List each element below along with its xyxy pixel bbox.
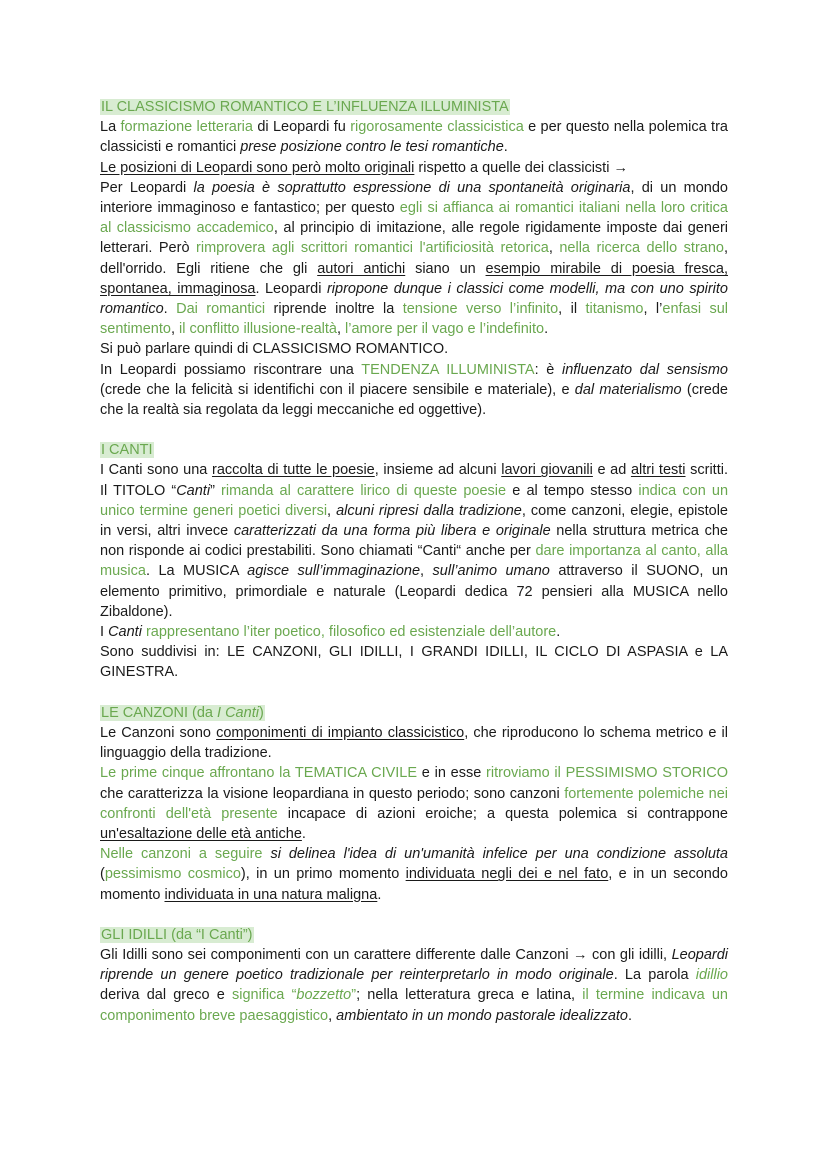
- italic-text: sull’animo umano: [432, 563, 550, 580]
- green-text: rimanda al carattere lirico di queste poesie: [221, 482, 507, 499]
- green-italic-text: bozzetto: [296, 987, 352, 1004]
- italic-text: Canti: [176, 482, 211, 499]
- text-run: Per Leopardi: [100, 179, 194, 196]
- text-run: In Leopardi possiamo riscontrare una: [100, 361, 362, 378]
- text-run: , come canzoni, elegie, epistole in versi, altri invece: [100, 502, 728, 540]
- italic-text: influenzato dal sensismo: [561, 361, 729, 378]
- section-i-canti: [100, 440, 728, 682]
- underlined-text: Le posizioni di Leopardi sono però molto originali: [100, 159, 415, 176]
- green-text: titanismo: [585, 301, 644, 318]
- section-classicismo-romantico: [100, 97, 728, 420]
- text-run: , al principio di imitazione, alle regole rigidamente imposte dai generi letterari. Però: [100, 220, 728, 257]
- document-page: [100, 97, 728, 1026]
- italic-text: ripropone dunque i classici come modelli, ma con uno spirito romantico: [100, 280, 728, 318]
- underlined-text: individuata in una natura maligna: [164, 886, 378, 903]
- paragraph: [100, 622, 728, 642]
- text-run: Sono suddivisi in: LE CANZONI, GLI IDILLI, I GRANDI IDILLI, IL CICLO DI ASPASIA e LA GINESTRA.: [100, 644, 728, 681]
- text-run: .: [301, 825, 306, 842]
- paragraph: [100, 117, 728, 157]
- text-run: deriva dal greco e: [100, 987, 232, 1004]
- text-run: (crede che la felicità si identifichi con il piacere sensibile e materiale), e: [100, 381, 575, 398]
- green-text: l’amore per il vago e l’indefinito: [345, 321, 545, 338]
- green-text: indica con un unico termine generi poetici diversi: [100, 482, 729, 519]
- underlined-text: componimenti di impianto classicistico: [216, 724, 465, 741]
- text-run: I: [100, 624, 109, 641]
- text-run: .: [556, 624, 561, 641]
- text-run: ,: [336, 321, 346, 338]
- section-gli-idilli: [100, 925, 728, 1026]
- paragraph: [100, 339, 728, 359]
- underlined-text: autori antichi: [317, 260, 406, 277]
- paragraph: [100, 844, 728, 905]
- text-run: .: [627, 1007, 633, 1024]
- paragraph: [100, 945, 728, 1026]
- text-run: .: [163, 301, 177, 318]
- section-heading: I CANTI: [101, 442, 153, 459]
- text-run: scritti. Il TITOLO “: [100, 462, 728, 499]
- paragraph: [100, 178, 728, 340]
- green-text: rigorosamente classicistica: [350, 119, 524, 136]
- section-heading: [100, 705, 265, 721]
- text-run: nella struttura metrica che non risponde ai codici prestabiliti. Sono chiamati “Canti“ anche per: [100, 523, 728, 560]
- text-run: rispetto a quelle dei classicisti →: [414, 159, 628, 176]
- green-text: ritroviamo il PESSIMISMO STORICO: [486, 765, 729, 782]
- underlined-text: altri testi: [630, 462, 686, 479]
- text-run: . Leopardi: [255, 280, 327, 297]
- green-text: il conflitto illusione-realtà: [179, 321, 337, 338]
- green-text: significa “: [231, 987, 297, 1004]
- green-text: TENDENZA ILLUMINISTA: [361, 361, 535, 378]
- green-text: tensione verso l’infinito: [402, 301, 559, 318]
- text-run: ,: [328, 1007, 337, 1024]
- section-le-canzoni: [100, 703, 728, 905]
- paragraph: [100, 763, 728, 844]
- text-run: ,: [170, 321, 179, 338]
- text-run: . La parola: [613, 967, 696, 984]
- text-run: , l’: [643, 301, 663, 318]
- text-run: . La MUSICA: [145, 563, 248, 580]
- paragraph: [100, 460, 728, 622]
- heading-italic-text: I Canti: [217, 704, 259, 721]
- italic-text: agisce sull’immaginazione: [247, 563, 421, 580]
- section-heading: GLI IDILLI (da “I Canti”): [101, 926, 253, 943]
- heading-text: LE CANZONI (da: [101, 704, 218, 721]
- section-heading: IL CLASSICISMO ROMANTICO E L’INFLUENZA ILLUMINISTA: [101, 99, 509, 115]
- underlined-text: lavori giovanili: [501, 462, 593, 479]
- text-run: (crede che la realtà sia regolata da leggi meccaniche ed oggettive).: [100, 381, 728, 419]
- text-run: incapace di azioni eroiche; a questa polemica si contrappone: [277, 805, 728, 822]
- text-run: che caratterizza la visione leopardiana in questo periodo; sono canzoni: [100, 785, 565, 802]
- green-text: ”: [351, 987, 357, 1004]
- italic-text: Leopardi riprende un genere poetico tradizionale per reinterpretarlo in modo originale: [100, 946, 728, 984]
- text-run: di Leopardi fu: [252, 119, 351, 136]
- text-run: Le Canzoni sono: [100, 724, 217, 741]
- text-run: : è: [534, 361, 562, 378]
- text-run: , dell'orrido. Egli ritiene che gli: [100, 240, 728, 277]
- green-text: formazione letteraria: [120, 119, 253, 136]
- text-run: I Canti sono una: [100, 462, 212, 479]
- paragraph: [100, 158, 728, 178]
- text-run: ,: [420, 563, 433, 580]
- italic-text: prese posizione contro le tesi romantiche: [240, 139, 504, 156]
- underlined-text: individuata negli dei e nel fato: [405, 866, 609, 883]
- paragraph: [100, 723, 728, 763]
- text-run: ; nella letteratura greca e latina,: [356, 987, 583, 1004]
- green-text: rimprovera agli scrittori romantici l'artificiosità retorica: [196, 240, 549, 257]
- underlined-text: esempio mirabile di poesia fresca, spontanea, immaginosa: [100, 260, 729, 297]
- text-run: , che riproducono lo schema metrico e il linguaggio della tradizione.: [100, 724, 728, 762]
- text-run: attraverso il SUONO, un elemento primitivo, primordiale e naturale (Leopardi dedica 72 pensieri alla MUSICA nello Zibaldone).: [100, 563, 729, 620]
- text-run: , e in un secondo momento: [100, 866, 728, 903]
- text-run: , di un mondo interiore immaginoso e fantastico; per questo: [100, 179, 728, 217]
- text-run: Si può parlare quindi di CLASSICISMO ROMANTICO.: [100, 341, 449, 358]
- green-text: dare importanza al canto, alla musica: [100, 543, 728, 580]
- text-run: Gli Idilli sono sei componimenti con un carattere differente dalle Canzoni → con gli idilli,: [100, 946, 672, 963]
- paragraph: [100, 642, 728, 682]
- paragraph: [100, 360, 728, 421]
- text-run: e per questo nella polemica tra classicisti e romantici: [100, 119, 728, 156]
- italic-text: la poesia è soprattutto espressione di una spontaneità originaria: [193, 179, 631, 196]
- green-text: nella ricerca dello strano: [559, 240, 724, 257]
- italic-text: si delinea l'idea di un'umanità infelice per una condizione assoluta: [270, 846, 728, 863]
- green-text: pessimismo cosmico: [104, 866, 241, 883]
- text-run: ”: [210, 482, 222, 499]
- text-run: e al tempo stesso: [506, 482, 639, 499]
- green-text: rappresentano l’iter poetico, filosofico ed esistenziale dell’autore: [145, 624, 557, 641]
- text-run: e in esse: [417, 765, 487, 782]
- italic-text: dal materialismo: [574, 381, 682, 398]
- green-text: enfasi sul sentimento: [100, 301, 729, 338]
- italic-text: ambientato in un mondo pastorale idealizzato: [336, 1007, 628, 1024]
- text-run: ,: [327, 502, 337, 519]
- italic-text: alcuni ripresi dalla tradizione: [336, 502, 522, 519]
- underlined-text: raccolta di tutte le poesie: [211, 462, 375, 479]
- text-run: La: [100, 119, 121, 136]
- italic-text: caratterizzati da una forma più libera e originale: [233, 523, 551, 540]
- text-run: .: [544, 321, 549, 338]
- green-italic-text: idillio: [695, 967, 728, 984]
- text-run: siano un: [405, 260, 486, 277]
- text-run: , insieme ad alcuni: [374, 462, 502, 479]
- text-run: (: [100, 866, 105, 883]
- text-run: ,: [548, 240, 560, 257]
- green-text: egli si affianca ai romantici italiani nella loro critica al classicismo accademico: [100, 200, 728, 237]
- text-run: .: [503, 139, 508, 156]
- text-run: ), in un primo momento: [240, 866, 406, 883]
- text-run: , il: [558, 301, 586, 318]
- green-text: Dai romantici: [176, 301, 266, 318]
- underlined-text: un'esaltazione delle età antiche: [100, 825, 302, 842]
- green-text: Nelle canzoni a seguire: [100, 846, 263, 863]
- heading-text: ): [258, 704, 264, 721]
- text-run: riprende inoltre la: [265, 301, 403, 318]
- text-run: e ad: [592, 462, 631, 479]
- italic-text: Canti: [108, 624, 142, 641]
- green-text: il termine indicava un componimento breve paesaggistico: [100, 987, 728, 1024]
- green-text: fortemente polemiche nei confronti dell'età presente: [100, 785, 728, 822]
- text-run: .: [377, 886, 382, 903]
- green-text: Le prime cinque affrontano la TEMATICA CIVILE: [100, 765, 418, 782]
